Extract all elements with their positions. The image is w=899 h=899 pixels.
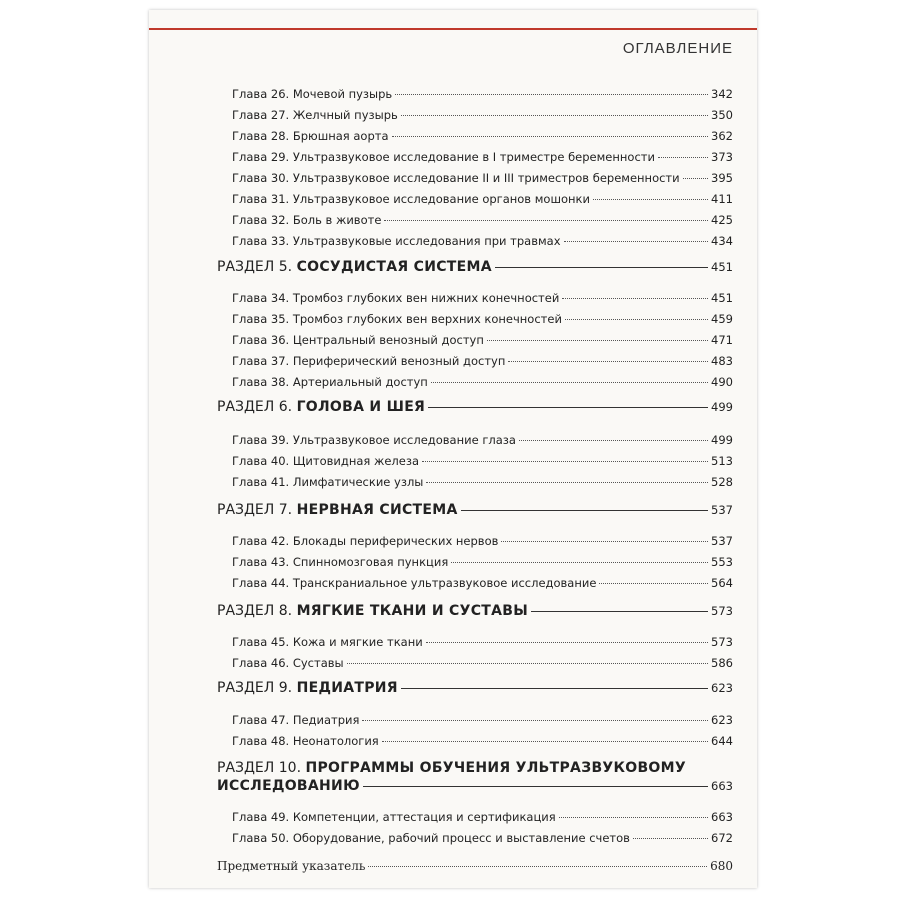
dot-leader xyxy=(426,482,708,483)
toc-chapter-row[interactable] xyxy=(232,129,733,143)
chapter-title: Глава 43. Спинномозговая пункция xyxy=(232,555,449,569)
chapter-title: Глава 45. Кожа и мягкие ткани xyxy=(232,635,423,649)
toc-section-row[interactable] xyxy=(217,603,733,619)
page-number: 483 xyxy=(711,354,733,368)
dot-leader xyxy=(501,541,708,542)
dot-leader xyxy=(401,115,708,116)
section-heading-line1 xyxy=(217,760,733,776)
dot-leader xyxy=(562,298,708,299)
page-number: 411 xyxy=(711,192,733,206)
toc-chapter-row[interactable] xyxy=(232,713,733,727)
section-heading xyxy=(217,399,425,415)
dot-leader xyxy=(564,241,709,242)
chapter-title: Глава 40. Щитовидная железа xyxy=(232,454,419,468)
page-number: 553 xyxy=(711,555,733,569)
section-title: ГОЛОВА И ШЕЯ xyxy=(296,399,426,415)
toc-chapter-row[interactable] xyxy=(232,87,733,101)
toc-chapter-row[interactable] xyxy=(232,534,733,548)
toc-chapter-row[interactable] xyxy=(232,234,733,248)
chapter-title: Глава 49. Компетенции, аттестация и сертификация xyxy=(232,810,556,824)
page-number: 459 xyxy=(711,312,733,326)
toc-chapter-row[interactable] xyxy=(232,354,733,368)
page-number: 425 xyxy=(711,213,733,227)
dot-leader xyxy=(451,562,708,563)
chapter-title: Глава 42. Блокады периферических нервов xyxy=(232,534,499,548)
toc-chapter-row[interactable] xyxy=(232,312,733,326)
section-title: ПРОГРАММЫ ОБУЧЕНИЯ УЛЬТРАЗВУКОВОМУ xyxy=(305,760,686,776)
section-heading xyxy=(217,259,492,275)
toc-chapter-row[interactable] xyxy=(232,454,733,468)
chapter-title: Глава 48. Неонатология xyxy=(232,734,379,748)
page-number: 528 xyxy=(711,475,733,489)
section-title-continued: ИССЛЕДОВАНИЮ xyxy=(217,778,360,794)
toc-index-row[interactable] xyxy=(217,859,733,873)
page-number: 663 xyxy=(711,810,733,824)
page-number: 350 xyxy=(711,108,733,122)
page-title: ОГЛАВЛЕНИЕ xyxy=(622,40,733,57)
chapter-title: Глава 33. Ультразвуковые исследования при травмах xyxy=(232,234,561,248)
section-prefix: РАЗДЕЛ 10. xyxy=(217,760,302,776)
section-prefix: РАЗДЕЛ 6. xyxy=(217,399,293,415)
chapter-title: Глава 47. Педиатрия xyxy=(232,713,360,727)
toc-chapter-row[interactable] xyxy=(232,656,733,670)
toc-chapter-row[interactable] xyxy=(232,213,733,227)
page-number: 537 xyxy=(711,534,733,548)
toc-chapter-row[interactable] xyxy=(232,291,733,305)
page-number: 672 xyxy=(711,831,733,845)
dot-leader xyxy=(347,663,708,664)
page-number: 362 xyxy=(711,129,733,143)
header-accent-rule xyxy=(149,28,757,30)
chapter-title: Глава 35. Тромбоз глубоких вен верхних конечностей xyxy=(232,312,562,326)
toc-chapter-row[interactable] xyxy=(232,433,733,447)
chapter-title: Глава 39. Ультразвуковое исследование глаза xyxy=(232,433,516,447)
page-number: 373 xyxy=(711,150,733,164)
page-number: 573 xyxy=(711,635,733,649)
toc-chapter-row[interactable] xyxy=(232,171,733,185)
toc-section-row[interactable] xyxy=(217,680,733,696)
toc-section-row[interactable] xyxy=(217,502,733,518)
toc-chapter-row[interactable] xyxy=(232,192,733,206)
toc-chapter-row[interactable] xyxy=(232,734,733,748)
page-number: 537 xyxy=(711,503,733,517)
toc-chapter-row[interactable] xyxy=(232,635,733,649)
chapter-title: Глава 46. Суставы xyxy=(232,656,344,670)
index-title: Предметный указатель xyxy=(217,859,366,873)
toc-chapter-row[interactable] xyxy=(232,375,733,389)
dot-leader xyxy=(599,583,708,584)
chapter-title: Глава 32. Боль в животе xyxy=(232,213,382,227)
chapter-title: Глава 30. Ультразвуковое исследование II и III триместров беременности xyxy=(232,171,680,185)
dot-leader xyxy=(382,741,708,742)
page-number: 644 xyxy=(711,734,733,748)
section-heading xyxy=(217,680,398,696)
page-number: 499 xyxy=(711,400,733,414)
chapter-title: Глава 41. Лимфатические узлы xyxy=(232,475,424,489)
chapter-title: Глава 26. Мочевой пузырь xyxy=(232,87,393,101)
dot-leader xyxy=(559,817,708,818)
chapter-title: Глава 44. Транскраниальное ультразвуковое исследование xyxy=(232,576,597,590)
page-number: 573 xyxy=(711,604,733,618)
toc-chapter-row[interactable] xyxy=(232,831,733,845)
toc-chapter-row[interactable] xyxy=(232,810,733,824)
page-number: 623 xyxy=(711,681,733,695)
toc-chapter-row[interactable] xyxy=(232,475,733,489)
section-title: ПЕДИАТРИЯ xyxy=(296,680,398,696)
dot-leader xyxy=(658,157,708,158)
section-title: НЕРВНАЯ СИСТЕМА xyxy=(296,502,458,518)
page-number: 663 xyxy=(711,779,733,793)
section-heading xyxy=(217,603,528,619)
toc-chapter-row[interactable] xyxy=(232,150,733,164)
dot-leader xyxy=(362,720,708,721)
dot-leader xyxy=(431,382,708,383)
dot-leader xyxy=(392,136,709,137)
page-number: 451 xyxy=(711,291,733,305)
dot-leader xyxy=(487,340,708,341)
page-number: 680 xyxy=(710,859,733,873)
section-title: СОСУДИСТАЯ СИСТЕМА xyxy=(296,259,492,275)
dot-leader xyxy=(422,461,708,462)
dot-leader xyxy=(384,220,708,221)
dot-leader xyxy=(633,838,708,839)
book-page xyxy=(149,10,757,888)
dot-leader xyxy=(426,642,708,643)
section-prefix: РАЗДЕЛ 7. xyxy=(217,502,293,518)
page-number: 395 xyxy=(711,171,733,185)
chapter-title: Глава 36. Центральный венозный доступ xyxy=(232,333,484,347)
toc-section-row[interactable] xyxy=(217,399,733,415)
section-prefix: РАЗДЕЛ 8. xyxy=(217,603,293,619)
toc-chapter-row[interactable] xyxy=(232,333,733,347)
chapter-title: Глава 34. Тромбоз глубоких вен нижних конечностей xyxy=(232,291,560,305)
dot-leader xyxy=(368,866,707,867)
section-prefix: РАЗДЕЛ 5. xyxy=(217,259,293,275)
dot-leader xyxy=(593,199,708,200)
page-number: 499 xyxy=(711,433,733,447)
rule-leader xyxy=(428,407,708,408)
toc-chapter-row[interactable] xyxy=(232,555,733,569)
page-number: 490 xyxy=(711,375,733,389)
chapter-title: Глава 31. Ультразвуковое исследование органов мошонки xyxy=(232,192,590,206)
dot-leader xyxy=(519,440,708,441)
page-number: 586 xyxy=(711,656,733,670)
page-number: 623 xyxy=(711,713,733,727)
toc-section-row[interactable] xyxy=(217,259,733,275)
chapter-title: Глава 28. Брюшная аорта xyxy=(232,129,389,143)
page-number: 342 xyxy=(711,87,733,101)
rule-leader xyxy=(363,786,708,787)
chapter-title: Глава 37. Периферический венозный доступ xyxy=(232,354,506,368)
rule-leader xyxy=(495,267,708,268)
page-number: 513 xyxy=(711,454,733,468)
chapter-title: Глава 29. Ультразвуковое исследование в I триместре беременности xyxy=(232,150,655,164)
dot-leader xyxy=(683,178,708,179)
toc-section-row[interactable] xyxy=(217,760,733,794)
toc-chapter-row[interactable] xyxy=(232,108,733,122)
chapter-title: Глава 38. Артериальный доступ xyxy=(232,375,428,389)
section-title: МЯГКИЕ ТКАНИ И СУСТАВЫ xyxy=(296,603,529,619)
chapter-title: Глава 50. Оборудование, рабочий процесс и выставление счетов xyxy=(232,831,630,845)
page-number: 451 xyxy=(711,260,733,274)
toc-chapter-row[interactable] xyxy=(232,576,733,590)
dot-leader xyxy=(395,94,708,95)
running-head xyxy=(149,10,757,82)
page-number: 471 xyxy=(711,333,733,347)
dot-leader xyxy=(508,361,708,362)
rule-leader xyxy=(531,611,708,612)
chapter-title: Глава 27. Желчный пузырь xyxy=(232,108,398,122)
section-prefix: РАЗДЕЛ 9. xyxy=(217,680,293,696)
page-number: 564 xyxy=(711,576,733,590)
rule-leader xyxy=(401,688,708,689)
section-heading xyxy=(217,502,458,518)
rule-leader xyxy=(461,510,708,511)
page-number: 434 xyxy=(711,234,733,248)
dot-leader xyxy=(565,319,708,320)
section-heading-line2 xyxy=(217,778,733,794)
